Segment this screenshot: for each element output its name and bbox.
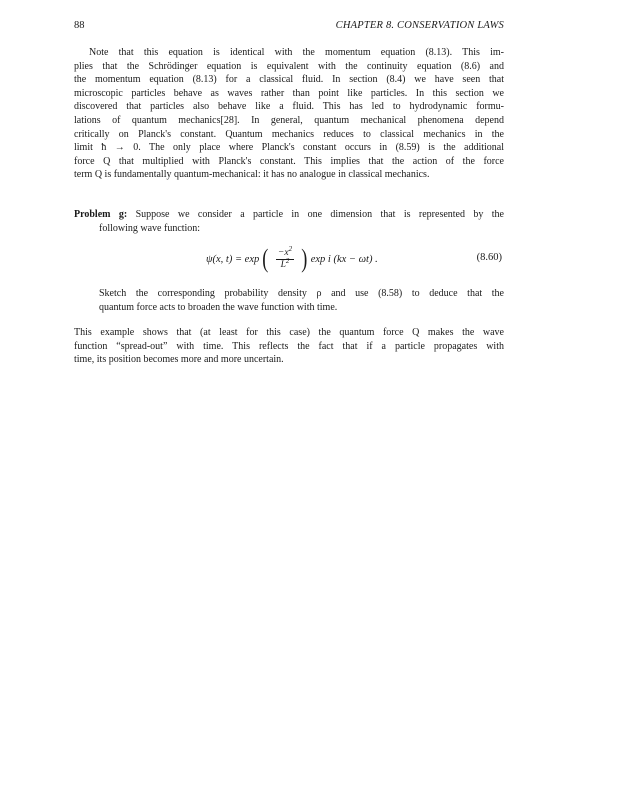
running-header — [74, 20, 504, 34]
page-number: 88 — [74, 20, 85, 31]
paragraph-spread-out — [74, 326, 504, 367]
paragraph-line: Note that this equation is identical with the momentum equation (8.13). This im- — [89, 47, 504, 58]
paragraph-line: function “spread-out” with time. This reflects the fact that if a particle propagates with — [74, 340, 504, 352]
paragraph-line: time, its position becomes more and more uncertain. — [74, 354, 284, 366]
left-paren: ( — [262, 244, 269, 273]
right-paren: ) — [301, 244, 308, 273]
chapter-title: CHAPTER 8. CONSERVATION LAWS — [335, 20, 504, 31]
equation-8-60 — [74, 238, 504, 278]
equation-lhs: ψ(x, t) = exp — [206, 253, 260, 265]
equation-rhs: exp i (kx − ωt) . — [310, 253, 378, 265]
problem-statement — [74, 208, 504, 235]
paragraph-line: critically on Planck's constant. Quantum mechanics reduces to classical mechanics in the — [74, 128, 504, 140]
equation-fraction — [276, 244, 294, 271]
task-line: quantum force acts to broaden the wave function with time. — [99, 301, 338, 313]
equation-body — [206, 244, 378, 274]
paragraph-line: force Q that multiplied with Planck's constant. This implies that the action of the force — [74, 155, 504, 167]
paragraph-line: microscopic particles behave as waves rather than point like particles. In this section we — [74, 87, 504, 99]
fraction-numerator: −x — [277, 247, 289, 258]
fraction-denominator: L — [280, 259, 286, 270]
paragraph-line: plies that the Schrödinger equation is equivalent with the continuity equation (8.6) and — [74, 60, 504, 72]
problem-label: Problem g: — [74, 209, 128, 220]
equation-number: (8.60) — [476, 252, 502, 263]
numerator-exponent: 2 — [288, 244, 293, 253]
denominator-exponent: 2 — [285, 256, 290, 265]
paragraph-line: term Q is fundamentally quantum-mechanical: it has no analogue in classical mechanics. — [74, 169, 430, 181]
paragraph-line: the momentum equation (8.13) for a classical fluid. In section (8.4) we have seen that — [74, 74, 504, 86]
problem-task — [99, 287, 504, 314]
paragraph-line: lations of quantum mechanics[28]. In general, quantum mechanical phenomena depend — [74, 114, 504, 126]
problem-text: Suppose we consider a particle in one dimension that is represented by the — [127, 209, 504, 220]
paragraph-line: discovered that particles also behave like a fluid. This has led to hydrodynamic formu- — [74, 101, 504, 113]
problem-text-continued: following wave function: — [99, 222, 201, 234]
paragraph-quantum-fluid — [74, 46, 504, 182]
task-line: Sketch the corresponding probability density ρ and use (8.58) to deduce that the — [99, 288, 504, 299]
paragraph-line: limit ħ → 0. The only place where Planck's constant occurs in (8.59) is the additional — [74, 142, 504, 154]
paragraph-line: This example shows that (at least for this case) the quantum force Q makes the wave — [74, 327, 504, 338]
